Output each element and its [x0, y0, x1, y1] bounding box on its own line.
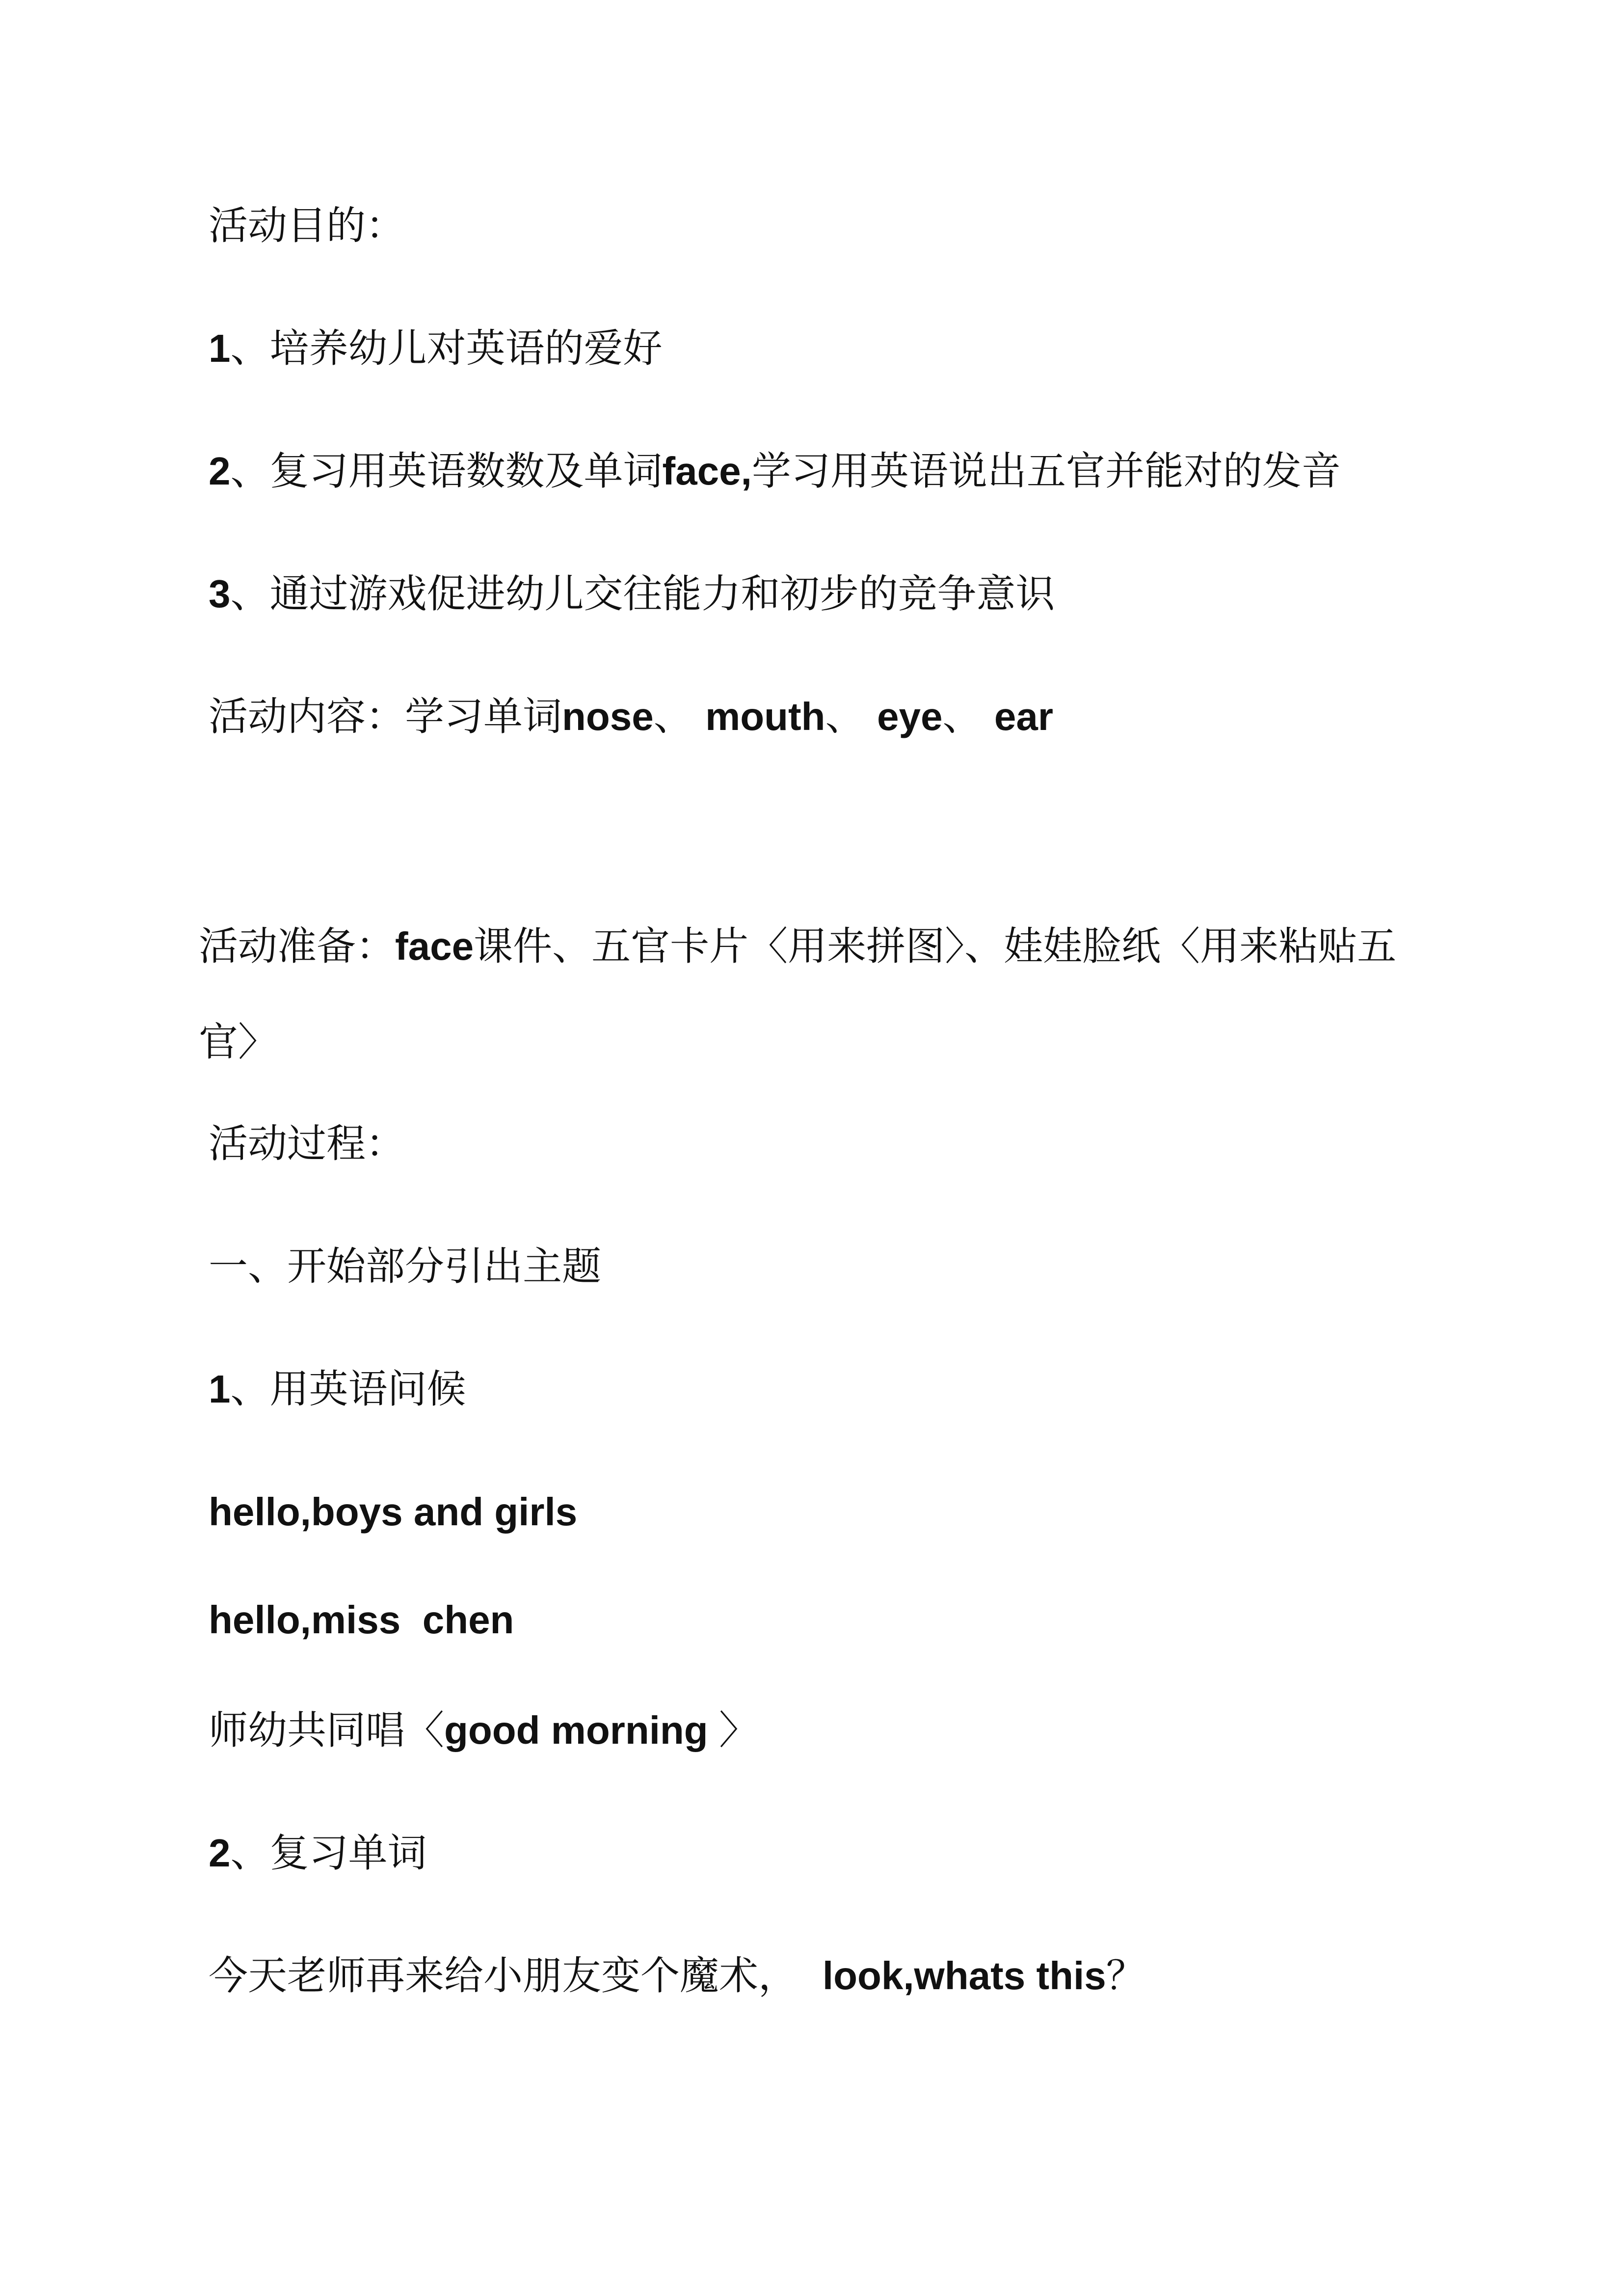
- step-1: 1、用英语问候: [209, 1366, 466, 1412]
- process-heading: 活动过程：: [209, 1121, 405, 1166]
- objective-item-3: 3、通过游戏促进幼儿交往能力和初步的竞争意识: [209, 571, 1055, 617]
- step-2: 2、复习单词: [209, 1830, 427, 1876]
- step-number: 1: [209, 1367, 231, 1411]
- magic-line: 今天老师再来给小朋友变个魔术， look,whats this？: [209, 1953, 1145, 1999]
- objective-number: 1: [209, 326, 231, 370]
- vocab-word: ear: [994, 695, 1054, 738]
- objective-number: 2: [209, 449, 231, 493]
- step-number: 2: [209, 1831, 231, 1875]
- greeting-line-2: hello,miss chen: [209, 1598, 514, 1642]
- objective-number: 3: [209, 572, 231, 616]
- greeting-line-1: hello,boys and girls: [209, 1490, 578, 1534]
- vocab-word: eye: [877, 695, 943, 738]
- objective-heading: 活动目的：: [209, 203, 405, 248]
- objective-item-2: 2、复习用英语数数及单词face,学习用英语说出五官并能对的发音: [209, 448, 1341, 494]
- song-line: 师幼共同唱〈good morning 〉: [209, 1707, 758, 1753]
- vocab-word: mouth: [705, 695, 825, 738]
- objective-item-1: 1、培养幼儿对英语的爱好: [209, 325, 663, 371]
- section-1-heading: 一、开始部分引出主题: [209, 1243, 601, 1289]
- content-line: 活动内容：学习单词nose、 mouth、 eye、 ear: [209, 694, 1054, 739]
- vocab-word: nose: [562, 695, 654, 738]
- preparation-paragraph: 活动准备：face课件、五官卡片〈用来拼图〉、娃娃脸纸〈用来粘贴五官〉: [199, 923, 1397, 1065]
